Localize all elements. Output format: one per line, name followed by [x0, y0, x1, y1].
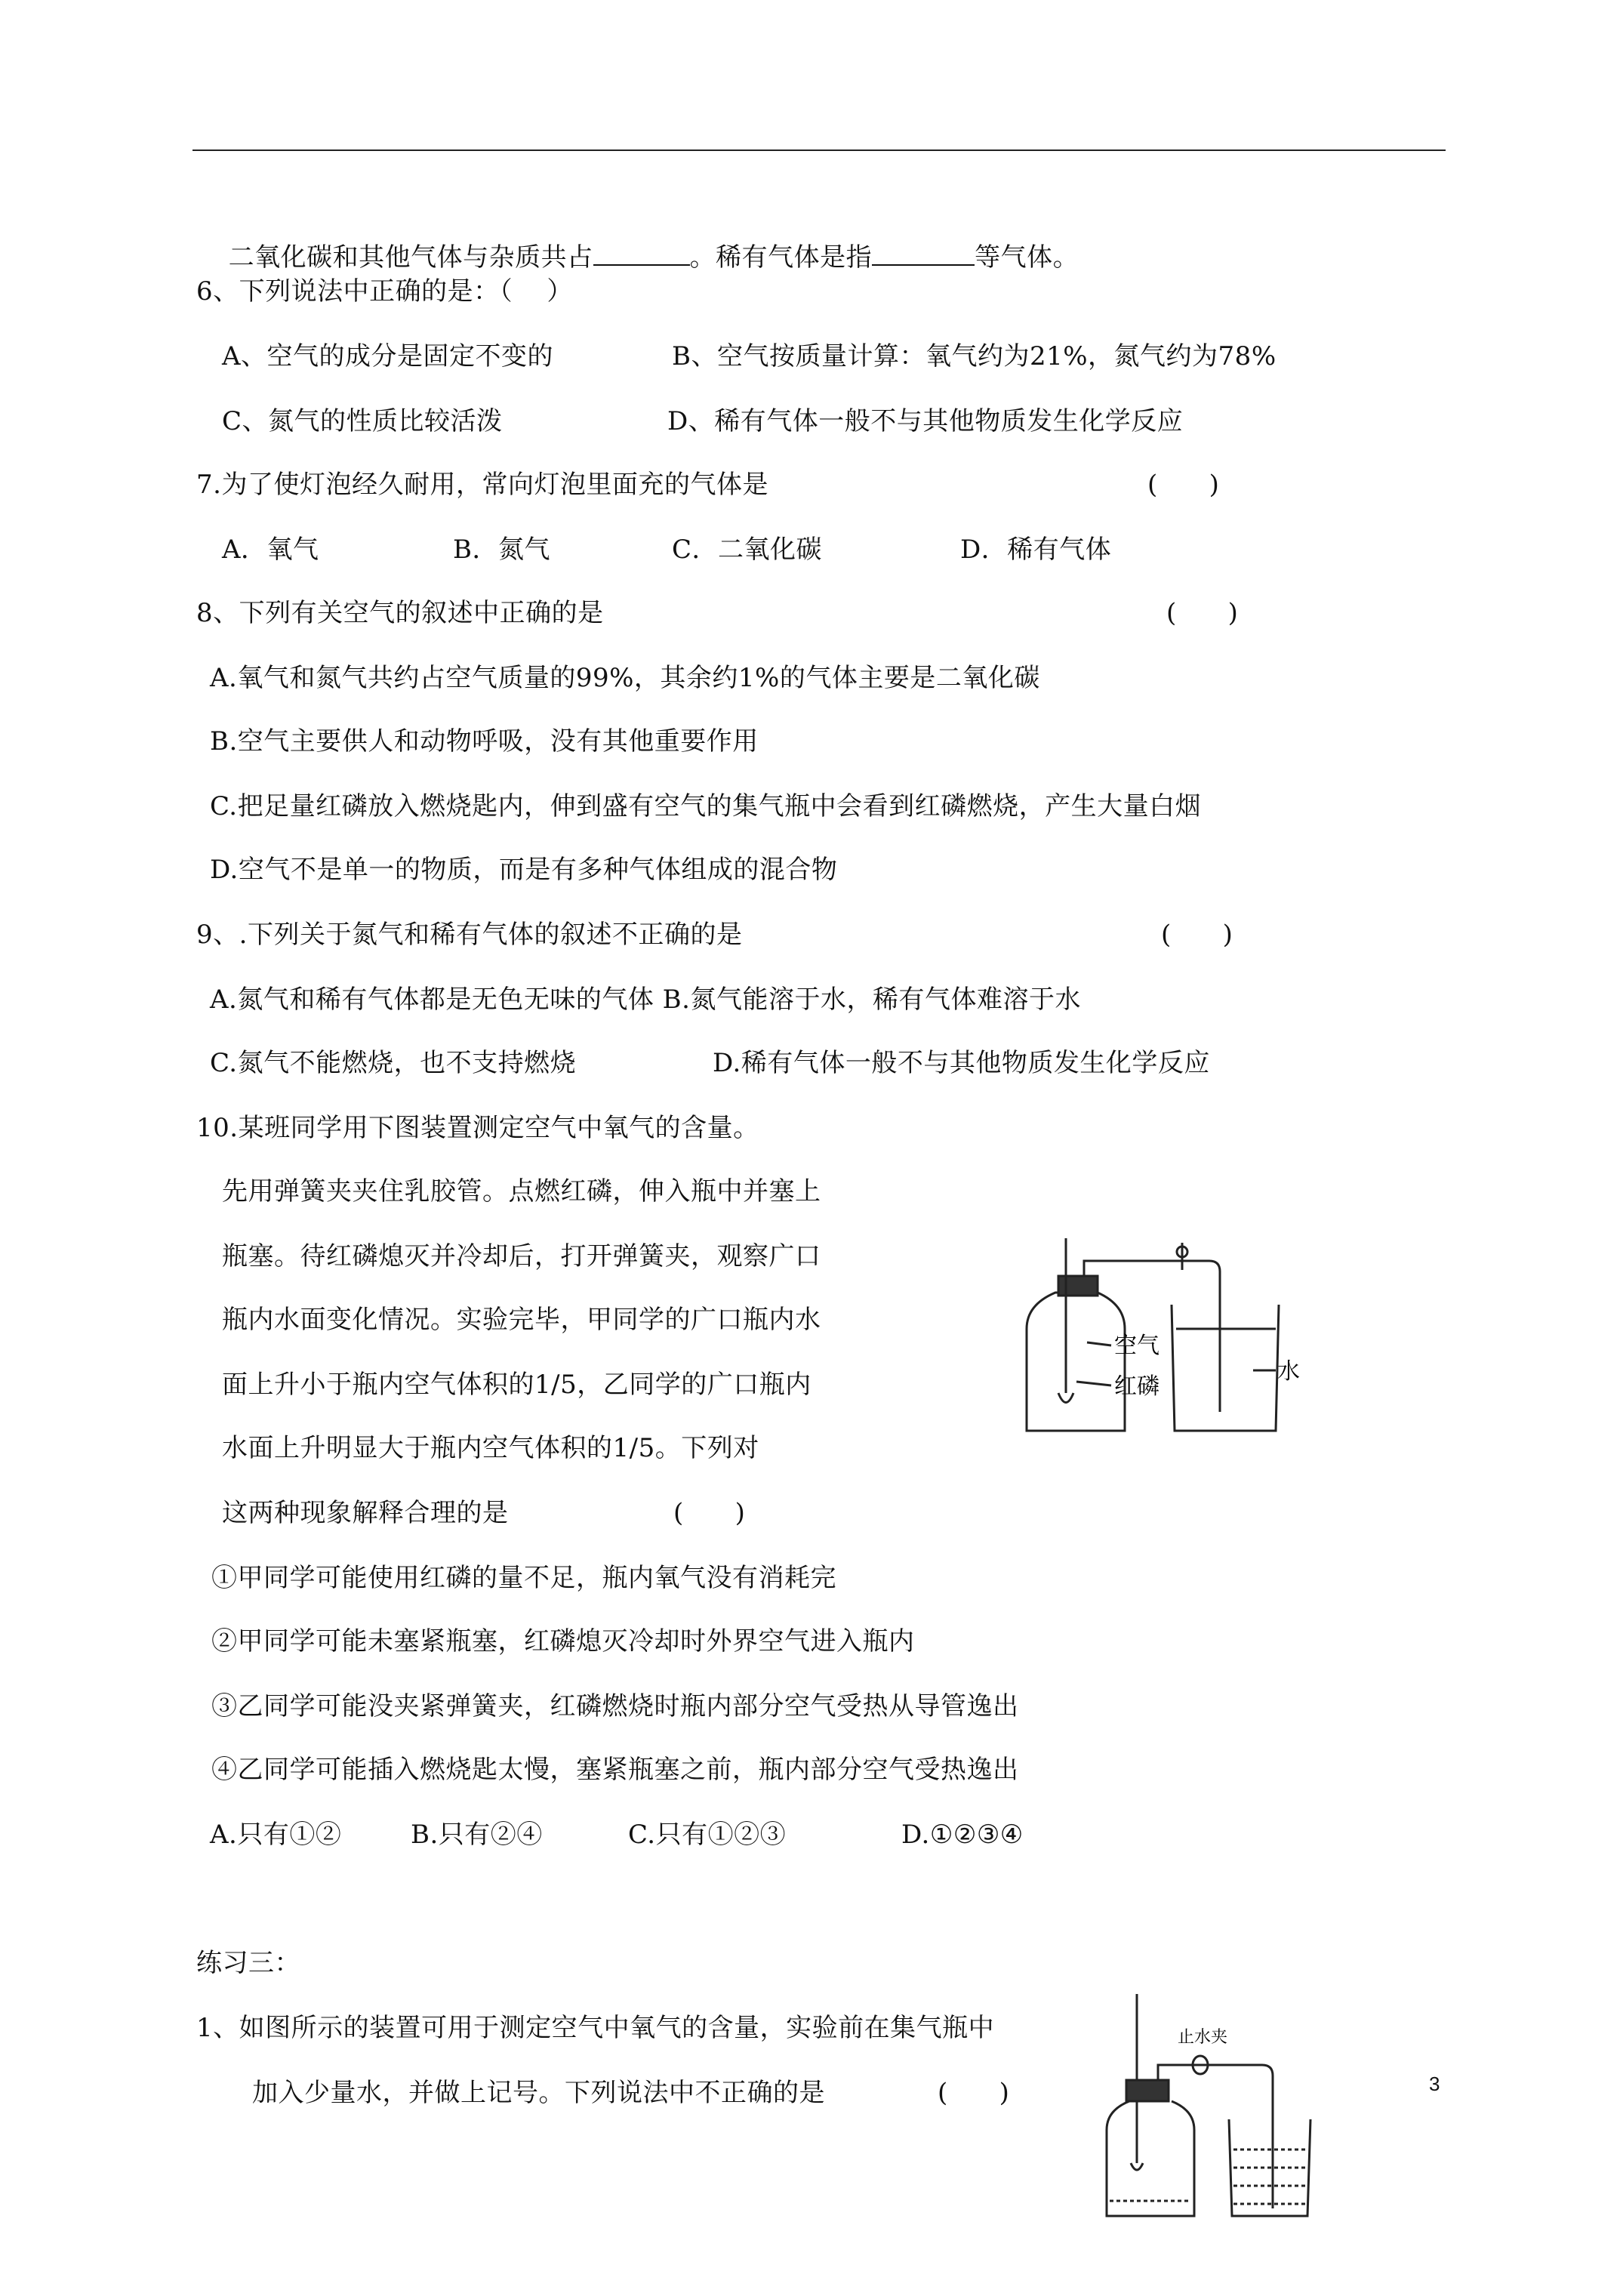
answer-bracket-9: ( ) — [1161, 920, 1233, 950]
statement-1: ①甲同学可能使用红磷的量不足，瓶内氧气没有消耗完 — [211, 1563, 836, 1593]
text-segment: 等气体。 — [975, 242, 1079, 273]
question-10-text: 瓶塞。待红磷熄灭并冷却后，打开弹簧夹，观察广口 — [222, 1241, 821, 1271]
option-6b: B、空气按质量计算：氧气约为21%，氮气约为78% — [672, 341, 1277, 371]
option-8a: A.氧气和氮气共约占空气质量的99%，其余约1%的气体主要是二氧化碳 — [210, 663, 1040, 693]
question-10-text: 先用弹簧夹夹住乳胶管。点燃红磷，伸入瓶中并塞上 — [222, 1176, 821, 1207]
apparatus-figure-2 — [1095, 1989, 1321, 2227]
question-10-text: 面上升小于瓶内空气体积的1/5，乙同学的广口瓶内 — [222, 1370, 812, 1400]
option-10d: D.①②③④ — [901, 1820, 1024, 1850]
question-10-text: 水面上升明显大于瓶内空气体积的1/5。下列对 — [222, 1433, 759, 1463]
question-10: 10.某班同学用下图装置测定空气中氧气的含量。 — [196, 1113, 759, 1143]
question-6: 6、下列说法中正确的是：（ ） — [196, 276, 573, 307]
fill-in-line — [211, 210, 1079, 273]
option-9d: D.稀有气体一般不与其他物质发生化学反应 — [713, 1048, 1210, 1078]
page-number: 3 — [1429, 2073, 1440, 2095]
header-rule — [192, 149, 1446, 151]
label-clamp: 止水夹 — [1178, 2028, 1228, 2047]
label-water: 水 — [1277, 1358, 1300, 1385]
question-10-text: 瓶内水面变化情况。实验完毕，甲同学的广口瓶内水 — [222, 1305, 821, 1335]
statement-4: ④乙同学可能插入燃烧匙太慢，塞紧瓶塞之前，瓶内部分空气受热逸出 — [211, 1755, 1019, 1785]
option-6a: A、空气的成分是固定不变的 — [222, 341, 554, 371]
question-9: 9、.下列关于氮气和稀有气体的叙述不正确的是 — [196, 920, 743, 950]
text-segment: 二氧化碳和其他气体与杂质共占 — [228, 242, 593, 273]
option-6d: D、稀有气体一般不与其他物质发生化学反应 — [667, 406, 1184, 436]
option-7d: D．稀有气体 — [960, 535, 1112, 565]
answer-blank[interactable] — [872, 240, 975, 266]
answer-bracket-ex1: ( ) — [938, 2078, 1010, 2108]
statement-2: ②甲同学可能未塞紧瓶塞，红磷熄灭冷却时外界空气进入瓶内 — [211, 1626, 915, 1657]
option-7a: A．氧气 — [222, 535, 319, 565]
option-8d: D.空气不是单一的物质，而是有多种气体组成的混合物 — [210, 855, 838, 885]
option-9c: C.氮气不能燃烧，也不支持燃烧 — [210, 1048, 577, 1078]
exercise-1-cont: 加入少量水，并做上记号。下列说法中不正确的是 — [252, 2078, 825, 2108]
answer-bracket-8: ( ) — [1166, 598, 1239, 628]
option-9ab: A.氮气和稀有气体都是无色无味的气体 B.氮气能溶于水，稀有气体难溶于水 — [210, 985, 1081, 1015]
label-air: 空气 — [1114, 1333, 1160, 1359]
option-6c: C、氮气的性质比较活泼 — [222, 406, 503, 436]
answer-bracket-10: ( ) — [673, 1498, 746, 1528]
option-8b: B.空气主要供人和动物呼吸，没有其他重要作用 — [210, 726, 759, 757]
question-8: 8、下列有关空气的叙述中正确的是 — [196, 598, 604, 628]
question-10-text: 这两种现象解释合理的是 — [222, 1498, 509, 1528]
option-7c: C．二氧化碳 — [672, 535, 823, 565]
option-10b: B.只有②④ — [411, 1820, 543, 1850]
apparatus-figure-1 — [1004, 1231, 1321, 1442]
statement-3: ③乙同学可能没夹紧弹簧夹，红磷燃烧时瓶内部分空气受热从导管逸出 — [211, 1691, 1019, 1721]
option-7b: B．氮气 — [453, 535, 550, 565]
label-phosphorus: 红磷 — [1114, 1373, 1160, 1400]
question-7: 7.为了使灯泡经久耐用，常向灯泡里面充的气体是 — [196, 470, 768, 500]
answer-bracket-7: ( ) — [1147, 470, 1220, 500]
answer-blank[interactable] — [593, 240, 690, 266]
exercise-1: 1、如图所示的装置可用于测定空气中氧气的含量，实验前在集气瓶中 — [196, 2013, 995, 2043]
section-heading: 练习三： — [196, 1948, 300, 1978]
option-10a: A.只有①② — [210, 1820, 342, 1850]
option-8c: C.把足量红磷放入燃烧匙内，伸到盛有空气的集气瓶中会看到红磷燃烧，产生大量白烟 — [210, 791, 1202, 821]
text-segment: 。稀有气体是指 — [689, 242, 873, 273]
option-10c: C.只有①②③ — [628, 1820, 787, 1850]
